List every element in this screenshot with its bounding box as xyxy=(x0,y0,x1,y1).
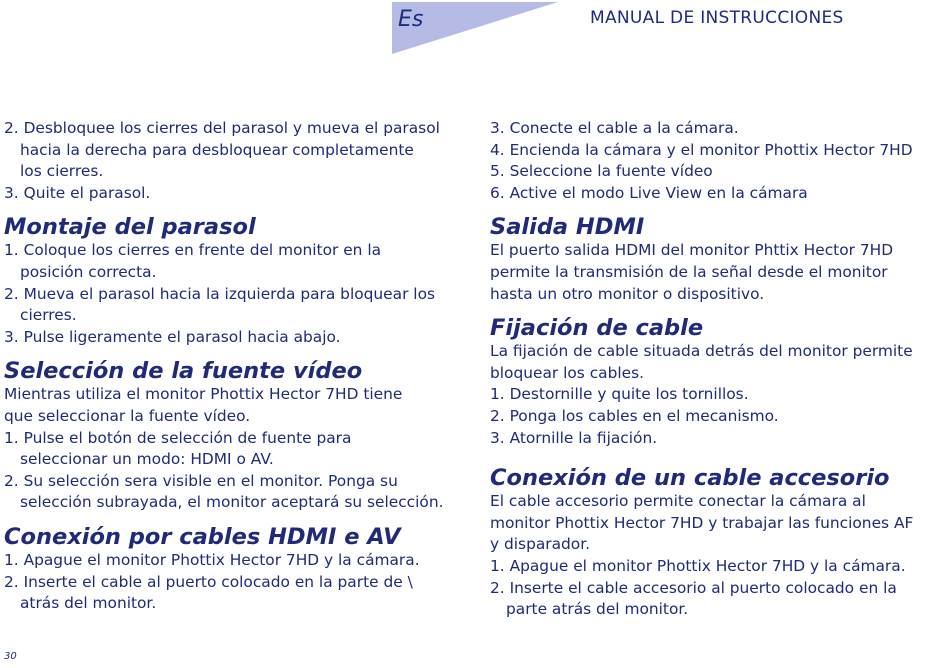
text-line: atrás del monitor. xyxy=(20,594,157,613)
text-line: 6. Active el modo Live View en la cámara xyxy=(490,183,808,202)
text-line: seleccionar un modo: HDMI o AV. xyxy=(20,450,274,469)
text-line: 3. Atornille la fijación. xyxy=(490,428,658,447)
section-heading-seleccion: Selección de la fuente vídeo xyxy=(4,358,363,385)
text-line: Mientras utiliza el monitor Phottix Hector 7HD tiene xyxy=(4,385,403,404)
text-line: 1. Destornille y quite los tornillos. xyxy=(490,385,749,404)
text-line: 2. Desbloquee los cierres del parasol y mueva el parasol xyxy=(4,119,440,137)
text-line: 5. Seleccione la fuente vídeo xyxy=(490,162,713,181)
text-line: posición correcta. xyxy=(20,262,157,281)
text-line: 3. Pulse ligeramente el parasol hacia abajo. xyxy=(4,327,341,346)
right-column xyxy=(490,118,948,621)
text-line: 2. Ponga los cables en el mecanismo. xyxy=(490,406,779,425)
text-line: La fijación de cable situada detrás del monitor permite xyxy=(490,342,913,361)
language-code: Es xyxy=(398,7,424,32)
text-line: hacia la derecha para desbloquear completamente xyxy=(20,140,414,159)
text-line: que seleccionar la fuente vídeo. xyxy=(4,406,251,425)
manual-title: MANUAL DE INSTRUCCIONES xyxy=(590,8,844,28)
left-column xyxy=(4,118,474,615)
text-line: parte atrás del monitor. xyxy=(506,600,689,619)
text-line: El cable accesorio permite conectar la cámara al xyxy=(490,492,866,511)
text-line: 2. Inserte el cable accesorio al puerto colocado en la xyxy=(490,578,897,597)
text-line: los cierres. xyxy=(20,162,104,181)
text-line: 2. Mueva el parasol hacia la izquierda para bloquear los xyxy=(4,284,435,303)
text-line: El puerto salida HDMI del monitor Phttix Hector 7HD xyxy=(490,241,894,260)
text-line: 1. Apague el monitor Phottix Hector 7HD y la cámara. xyxy=(490,556,906,575)
text-line: 2. Inserte el cable al puerto colocado en la parte de \ xyxy=(4,572,413,591)
text-line: 3. Conecte el cable a la cámara. xyxy=(490,119,739,137)
text-line: permite la transmisión de la señal desde el monitor xyxy=(490,262,888,281)
text-line: selección subrayada, el monitor aceptará su selección. xyxy=(20,493,444,512)
text-line: 1. Apague el monitor Phottix Hector 7HD y la cámara. xyxy=(4,550,420,569)
section-heading-conexion-hdmi: Conexión por cables HDMI e AV xyxy=(4,523,401,550)
text-line: 3. Quite el parasol. xyxy=(4,183,151,202)
section-heading-fijacion: Fijación de cable xyxy=(490,315,704,342)
section-heading-salida: Salida HDMI xyxy=(490,214,645,241)
section-heading-accesorio: Conexión de un cable accesorio xyxy=(490,465,890,492)
page-number: 30 xyxy=(4,651,17,662)
text-line: 2. Su selección sera visible en el monitor. Ponga su xyxy=(4,471,398,490)
text-line: y disparador. xyxy=(490,535,591,554)
text-line: cierres. xyxy=(20,306,77,325)
text-line: bloquear los cables. xyxy=(490,363,645,382)
text-line: 1. Coloque los cierres en frente del monitor en la xyxy=(4,241,382,260)
text-line: 1. Pulse el botón de selección de fuente para xyxy=(4,428,352,447)
text-line: hasta un otro monitor o dispositivo. xyxy=(490,284,765,303)
text-line: monitor Phottix Hector 7HD y trabajar las funciones AF xyxy=(490,513,914,532)
text-line: 4. Encienda la cámara y el monitor Phottix Hector 7HD xyxy=(490,140,913,159)
section-heading-montaje: Montaje del parasol xyxy=(4,214,256,241)
